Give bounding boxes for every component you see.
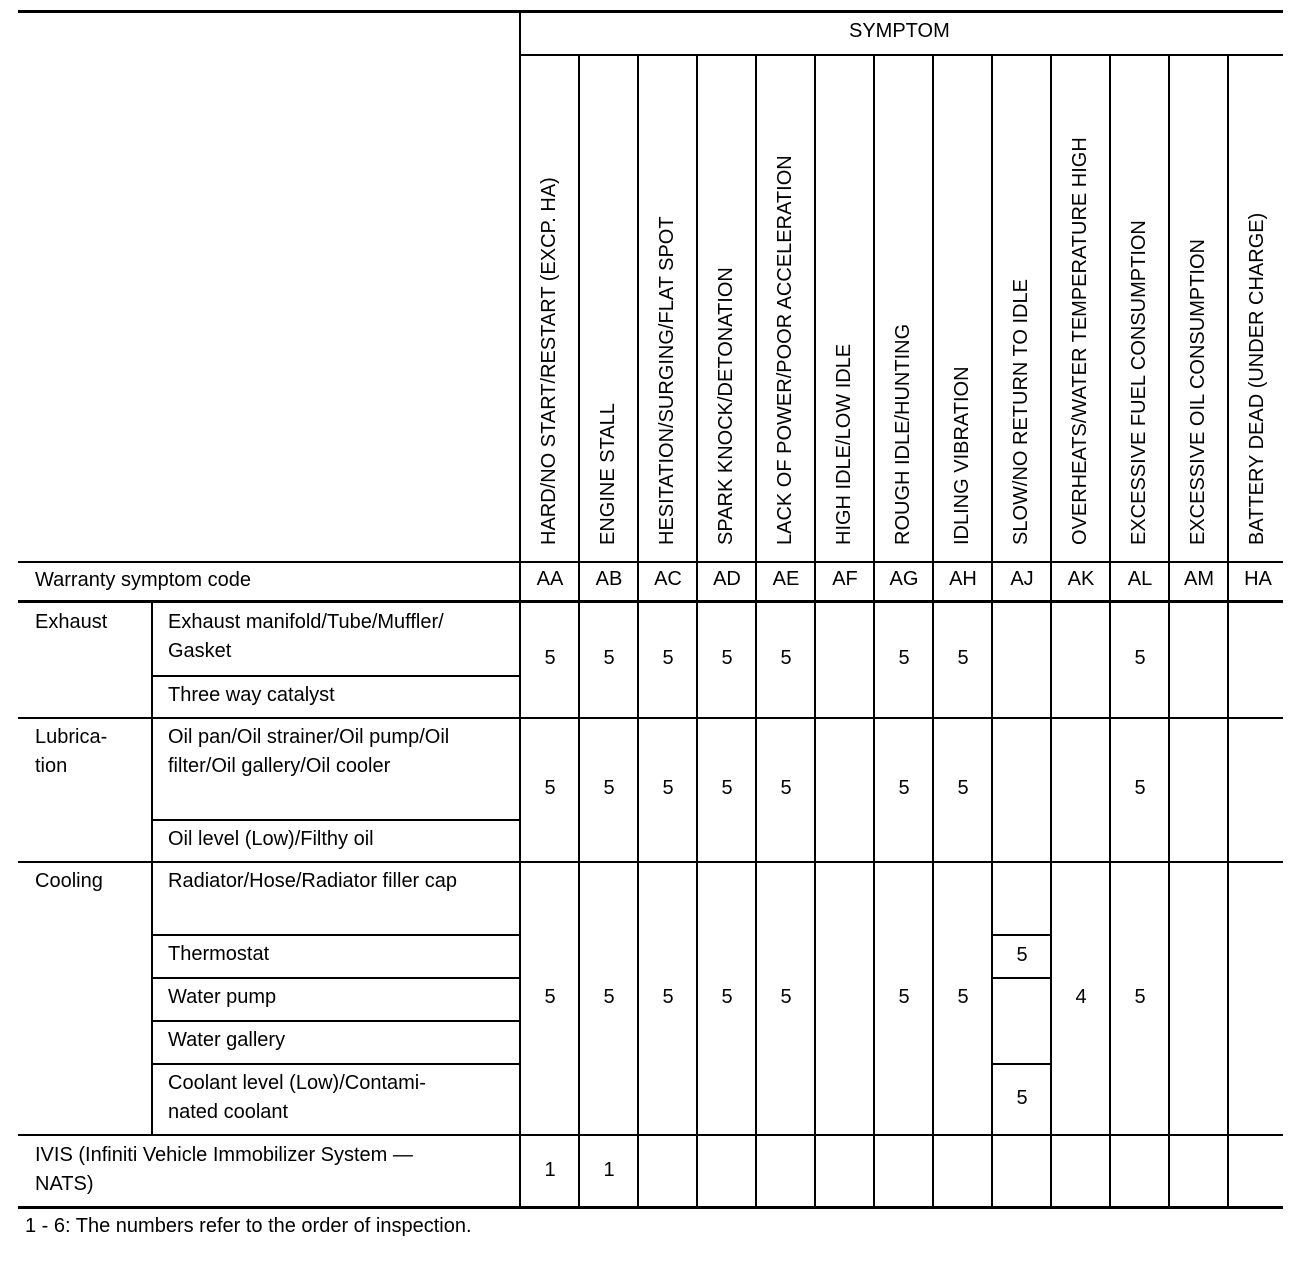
value-cell-ab: 1 xyxy=(603,1159,615,1181)
value-cell-ae: 5 xyxy=(780,986,792,1008)
value-cell-ah: 5 xyxy=(957,647,969,669)
item-oil-level: Oil level (Low)/Filthy oil xyxy=(168,828,374,850)
col-header-ab: ENGINE STALL xyxy=(597,403,619,545)
value-cell-ag: 5 xyxy=(898,647,910,669)
code-ag: AG xyxy=(889,568,919,590)
item-water-gallery: Water gallery xyxy=(168,1029,286,1051)
col-header-ha: BATTERY DEAD (UNDER CHARGE) xyxy=(1246,212,1268,545)
ivis-label: IVIS (Infiniti Vehicle Immobilizer System — xyxy=(35,1144,413,1166)
value-cell-ac: 5 xyxy=(662,647,674,669)
value-cell-ad: 5 xyxy=(721,647,733,669)
column-rule xyxy=(637,55,639,1208)
item-oil-pan: Oil pan/Oil strainer/Oil pump/Oil xyxy=(168,726,450,748)
value-cell-ak: 4 xyxy=(1075,986,1087,1008)
value-cell-al: 5 xyxy=(1134,647,1146,669)
col-header-ad: SPARK KNOCK/DETONATION xyxy=(715,267,737,545)
cooling-rule-1-aj xyxy=(992,934,1051,936)
value-cell-al: 5 xyxy=(1134,777,1146,799)
bottom-rule xyxy=(18,1206,1283,1209)
code-ac: AC xyxy=(654,568,682,590)
footnote: 1 - 6: The numbers refer to the order of inspection. xyxy=(25,1215,472,1237)
cooling-rule-3 xyxy=(152,1020,520,1022)
column-rule xyxy=(932,55,934,1208)
column-rule xyxy=(755,55,757,1208)
value-cell-aa: 1 xyxy=(544,1159,556,1181)
column-rule xyxy=(1050,55,1052,1208)
code-aj: AJ xyxy=(1010,568,1034,590)
thermostat-aj-value: 5 xyxy=(1016,944,1028,966)
code-ak: AK xyxy=(1067,568,1095,590)
item-oil-pan-line2: filter/Oil gallery/Oil cooler xyxy=(168,755,391,777)
lubrication-bottom-rule xyxy=(18,861,1283,863)
item-exhaust-manifold-line2: Gasket xyxy=(168,640,232,662)
value-cell-ae: 5 xyxy=(780,777,792,799)
symptom-heading: SYMPTOM xyxy=(849,20,950,42)
exhaust-inner-rule xyxy=(152,675,520,677)
col-header-ak: OVERHEATS/WATER TEMPERATURE HIGH xyxy=(1069,137,1091,545)
value-cell-ah: 5 xyxy=(957,986,969,1008)
value-cell-ab: 5 xyxy=(603,986,615,1008)
label-column-rule xyxy=(519,12,521,1208)
item-thermostat: Thermostat xyxy=(168,943,270,965)
col-header-ae: LACK OF POWER/POOR ACCELERATION xyxy=(774,155,796,545)
cooling-rule-2-aj xyxy=(992,977,1051,979)
code-row-top-rule xyxy=(18,561,1283,563)
value-cell-aa: 5 xyxy=(544,777,556,799)
col-header-ah: IDLING VIBRATION xyxy=(951,366,973,545)
cooling-bottom-rule xyxy=(18,1134,1283,1136)
value-cell-al: 5 xyxy=(1134,986,1146,1008)
code-am: AM xyxy=(1184,568,1214,590)
code-ah: AH xyxy=(949,568,977,590)
column-rule xyxy=(1168,55,1170,1208)
code-row-bottom-rule xyxy=(18,600,1283,603)
column-rule xyxy=(696,55,698,1208)
group-lubrication-line2: tion xyxy=(35,755,68,777)
col-header-ag: ROUGH IDLE/HUNTING xyxy=(892,323,914,545)
cooling-rule-4 xyxy=(152,1063,520,1065)
group-cooling: Cooling xyxy=(35,870,103,892)
column-rule xyxy=(578,55,580,1208)
value-cell-ag: 5 xyxy=(898,986,910,1008)
code-ab: AB xyxy=(595,568,623,590)
code-al: AL xyxy=(1127,568,1153,590)
value-cell-ad: 5 xyxy=(721,986,733,1008)
ivis-label-line2: NATS) xyxy=(35,1173,94,1195)
lubrication-inner-rule xyxy=(152,819,520,821)
exhaust-bottom-rule xyxy=(18,717,1283,719)
cooling-rule-2 xyxy=(152,977,520,979)
group-column-rule xyxy=(151,601,153,1135)
item-three-way-catalyst: Three way catalyst xyxy=(168,684,335,706)
value-cell-ab: 5 xyxy=(603,777,615,799)
column-rule xyxy=(1109,55,1111,1208)
column-rule xyxy=(873,55,875,1208)
col-header-aj: SLOW/NO RETURN TO IDLE xyxy=(1010,279,1032,545)
group-exhaust: Exhaust xyxy=(35,611,108,633)
value-cell-ae: 5 xyxy=(780,647,792,669)
value-cell-ab: 5 xyxy=(603,647,615,669)
item-radiator: Radiator/Hose/Radiator filler cap xyxy=(168,870,458,892)
value-cell-aa: 5 xyxy=(544,986,556,1008)
value-cell-ac: 5 xyxy=(662,777,674,799)
column-rule xyxy=(1227,55,1229,1208)
item-exhaust-manifold: Exhaust manifold/Tube/Muffler/ xyxy=(168,611,444,633)
col-header-af: HIGH IDLE/LOW IDLE xyxy=(833,343,855,545)
code-ha: HA xyxy=(1244,568,1272,590)
group-lubrication: Lubrica- xyxy=(35,726,108,748)
value-cell-aa: 5 xyxy=(544,647,556,669)
col-header-ac: HESITATION/SURGING/FLAT SPOT xyxy=(656,216,678,545)
code-ad: AD xyxy=(713,568,741,590)
item-coolant-level-line2: nated coolant xyxy=(168,1101,289,1123)
cooling-rule-4-aj xyxy=(992,1063,1051,1065)
code-row-label: Warranty symptom code xyxy=(35,569,251,591)
value-cell-ad: 5 xyxy=(721,777,733,799)
value-cell-ag: 5 xyxy=(898,777,910,799)
column-rule xyxy=(991,55,993,1208)
code-ae: AE xyxy=(772,568,800,590)
value-cell-ah: 5 xyxy=(957,777,969,799)
code-af: AF xyxy=(832,568,858,590)
col-header-aa: HARD/NO START/RESTART (EXCP. HA) xyxy=(538,177,560,545)
col-header-al: EXCESSIVE FUEL CONSUMPTION xyxy=(1128,220,1150,545)
coolant-aj-value: 5 xyxy=(1016,1087,1028,1109)
col-header-am: EXCESSIVE OIL CONSUMPTION xyxy=(1187,239,1209,545)
column-rule xyxy=(814,55,816,1208)
value-cell-ac: 5 xyxy=(662,986,674,1008)
cooling-rule-1 xyxy=(152,934,520,936)
code-aa: AA xyxy=(536,568,564,590)
item-water-pump: Water pump xyxy=(168,986,277,1008)
top-rule xyxy=(18,10,1283,13)
item-coolant-level: Coolant level (Low)/Contami- xyxy=(168,1072,426,1094)
